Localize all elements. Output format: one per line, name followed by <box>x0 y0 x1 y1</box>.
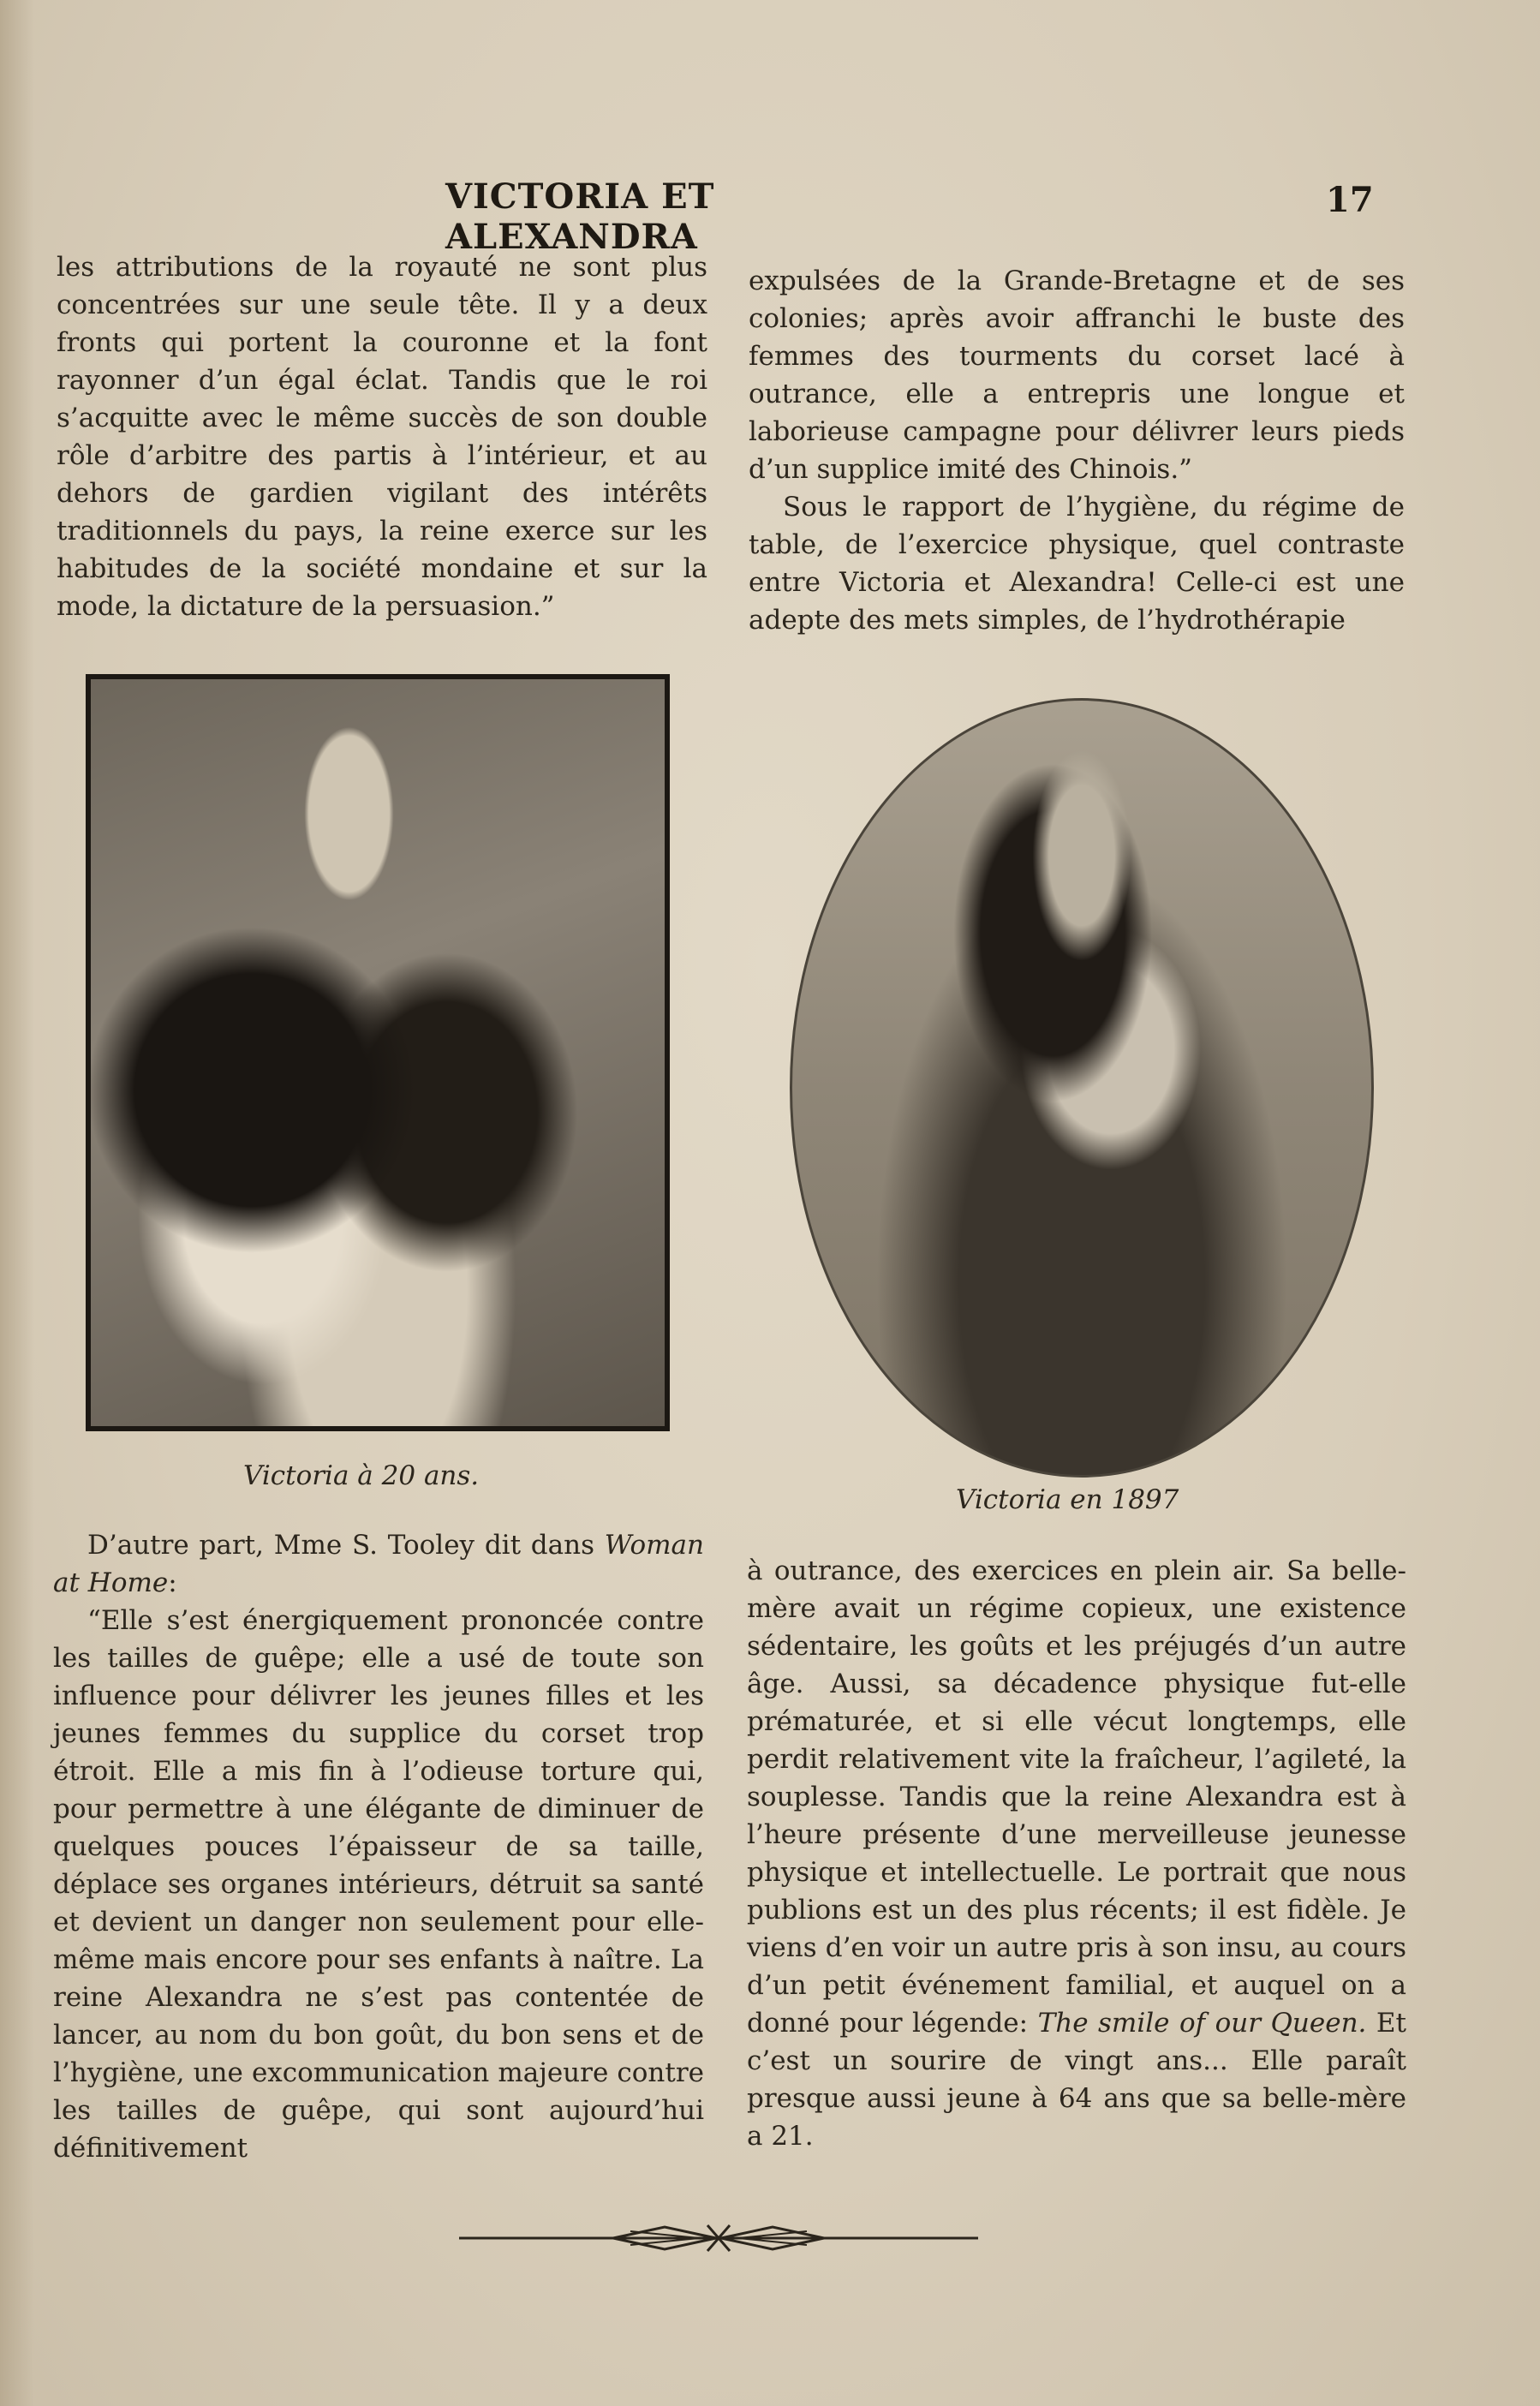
text-after-legend: Et c’est un sourire de vingt ans... Elle paraît presque aussi jeune à 64 ans que sa belle-mère a 21. <box>747 2008 1406 2152</box>
intro-text: D’autre part, Mme S. Tooley dit dans <box>87 1530 605 1561</box>
text-before-legend: à outrance, des exercices en plein air. Sa belle-mère avait un régime copieux, une existence sédentaire, les goûts et les préjugés d’un autre âge. Aussi, sa décadence physique fut-elle prématurée, et si elle vécut longtemps, elle perdit relativement vite la fraîcheur, l’agileté, la souplesse. Tandis que la reine Alexandra est à l’heure présente d’une merveilleuse jeunesse physique et intellectuelle. Le portrait que nous publions est un des plus récents; il est fidèle. Je viens d’en voir un autre pris à son insu, au cours d’un petit événement familial, et auquel on a donné pour légende: <box>747 1555 1406 2039</box>
paragraph <box>747 1552 1406 2155</box>
paragraph: expulsées de la Grande-Bretagne et de ses colonies; après avoir affranchi le buste des femmes des tourments du corset lacé à outrance, elle a entrepris une longue et laborieuse campagne pour délivrer leurs pieds d’un supplice imité des Chinois.” <box>749 266 1405 485</box>
column-left-top <box>57 248 707 625</box>
paragraph: les attributions de la royauté ne sont plus concentrées sur une seule tête. Il y a deux fronts qui portent la couronne et la font rayonner d’un égal éclat. Tandis que le roi s’acquitte avec le même succès de son double rôle d’arbitre des partis à l’intérieur, et au dehors de gardien vigilant des intérêts traditionnels du pays, la reine exerce sur les habitudes de la société mondaine et sur la mode, la dictature de la persuasion.” <box>57 252 707 622</box>
magazine-title: Woman at Home <box>53 1530 704 1598</box>
column-right-top <box>749 262 1405 639</box>
paragraph: Sous le rapport de l’hygiène, du régime de table, de l’exercice physique, quel contraste entre Victoria et Alexandra! Celle-ci est une adepte des mets simples, de l’hydrothérapie <box>749 492 1405 636</box>
photo-legend-title: The smile of our Queen. <box>1037 2008 1367 2039</box>
running-header-title: VICTORIA ET ALEXANDRA <box>445 176 715 257</box>
column-left-bottom <box>53 1526 704 2167</box>
quote-paragraph: “Elle s’est énergiquement prononcée contre les tailles de guêpe; elle a usé de toute son influence pour délivrer les jeunes filles et les jeunes femmes du supplice du corset trop étroit. Elle a mis fin à l’odieuse torture qui, pour permettre à une élégante de diminuer de quelques pouces l’épaisseur de sa taille, déplace ses organes intérieurs, détruit sa santé et devient un danger non seulement pour elle-même mais encore pour ses enfants à naître. La reine Alexandra ne s’est pas contentée de lancer, au nom du bon goût, du bon sens et de l’hygiène, une excommunication majeure contre les tailles de guêpe, qui sont aujourd’hui définitivement <box>53 1605 704 2164</box>
portrait-victoria-1897-oval <box>790 698 1374 1478</box>
column-right-bottom <box>747 1552 1406 2155</box>
page-binding-shadow <box>0 0 34 2406</box>
page-number: 17 <box>1326 180 1374 220</box>
portrait-victoria-age-20 <box>86 674 670 1431</box>
decorative-divider-icon <box>459 2218 978 2258</box>
intro-colon: : <box>168 1567 177 1598</box>
caption-victoria-1897: Victoria en 1897 <box>956 1484 1179 1515</box>
caption-victoria-20: Victoria à 20 ans. <box>243 1460 480 1491</box>
paragraph-intro <box>53 1526 704 1602</box>
